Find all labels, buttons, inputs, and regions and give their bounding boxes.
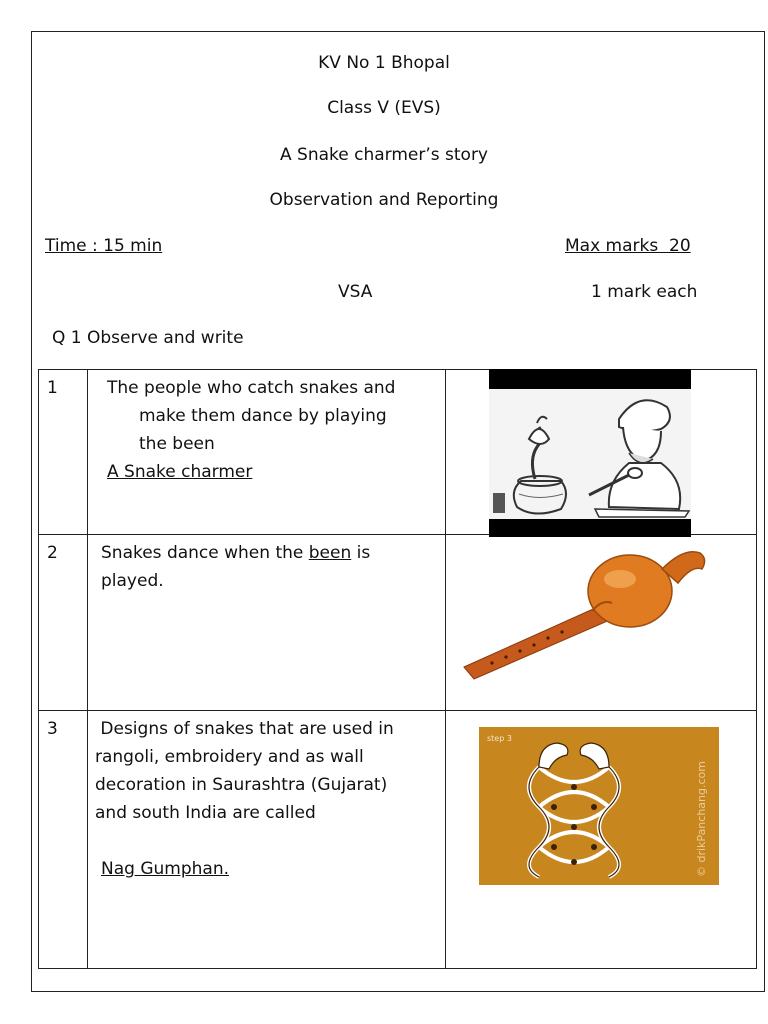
- questions-table: [38, 369, 757, 969]
- question-number: 2: [39, 535, 88, 711]
- question-line: is: [351, 543, 371, 563]
- image-cell: [446, 535, 757, 711]
- question-line: make them dance by playing: [139, 406, 387, 426]
- snake-charmer-image: [489, 369, 691, 537]
- table-row: [39, 370, 757, 535]
- section-label: VSA: [338, 282, 373, 302]
- question-line: played.: [101, 571, 164, 591]
- table-row: [39, 535, 757, 711]
- question-line: Designs of snakes that are used in: [95, 719, 394, 739]
- table-row: [39, 711, 757, 969]
- question-text: [88, 711, 446, 969]
- question-text: [88, 535, 446, 711]
- chapter-title: A Snake charmer’s story: [280, 145, 488, 165]
- question-line: The people who catch snakes and: [107, 378, 396, 398]
- question-line: the been: [139, 434, 215, 454]
- question-line: Snakes dance when the: [101, 543, 309, 563]
- question-line: rangoli, embroidery and as wall: [95, 747, 364, 767]
- question-number: 1: [39, 370, 88, 535]
- nag-gumphan-image: [479, 727, 719, 885]
- max-marks-label: Max marks 20: [565, 236, 691, 256]
- image-cell: [446, 370, 757, 535]
- watermark-text: © drikPanchang.com: [695, 761, 708, 877]
- class-title: Class V (EVS): [327, 98, 441, 118]
- marks-each-label: 1 mark each: [591, 282, 698, 302]
- been-instrument-image: [452, 539, 712, 687]
- image-cell: [446, 711, 757, 969]
- question-line: and south India are called: [95, 803, 316, 823]
- key-term: been: [308, 543, 352, 563]
- answer-text: Nag Gumphan.: [101, 859, 229, 879]
- question-number: 3: [39, 711, 88, 969]
- question-instruction: Q 1 Observe and write: [52, 328, 244, 348]
- answer-text: A Snake charmer: [107, 462, 253, 482]
- question-line: decoration in Saurashtra (Gujarat): [95, 775, 388, 795]
- step-label: step 3: [487, 734, 512, 743]
- time-label: Time : 15 min: [45, 236, 163, 256]
- school-name: KV No 1 Bhopal: [318, 53, 450, 73]
- topic-title: Observation and Reporting: [269, 190, 499, 210]
- question-text: [88, 370, 446, 535]
